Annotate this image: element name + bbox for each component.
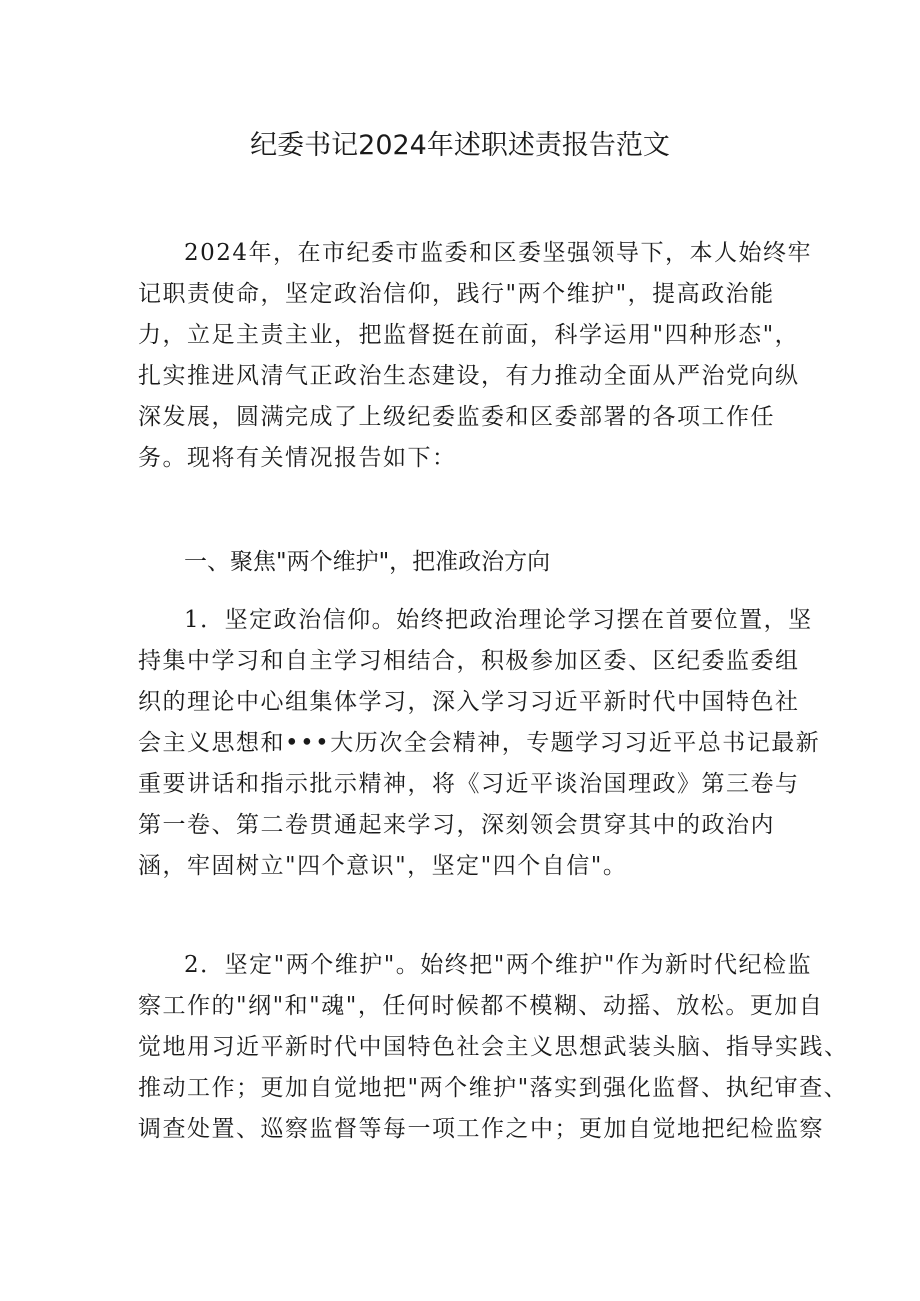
- intro-paragraph: [138, 233, 813, 479]
- paragraph-line: 重要讲话和指示批示精神，将《习近平谈治国理政》第三卷与: [138, 771, 800, 797]
- paragraph-line: 务。现将有关情况报告如下：: [138, 445, 457, 471]
- document-title: 纪委书记2024年述职述责报告范文: [250, 130, 670, 161]
- paragraph-line: 察工作的"纲"和"魂"，任何时候都不模糊、动摇、放松。更加自: [138, 993, 824, 1019]
- paragraph-line: 第一卷、第二卷贯通起来学习，深刻领会贯穿其中的政治内: [138, 812, 775, 838]
- paragraph-line: 2．坚定"两个维护"。始终把"两个维护"作为新时代纪检监: [184, 952, 812, 978]
- paragraph-line: 织的理论中心组集体学习，深入学习习近平新时代中国特色社: [138, 689, 800, 715]
- section-heading: 一、聚焦"两个维护"，把准政治方向: [184, 549, 551, 575]
- paragraph-line: 1．坚定政治信仰。始终把政治理论学习摆在首要位置，坚: [184, 607, 813, 633]
- paragraph-line: 扎实推进风清气正政治生态建设，有力推动全面从严治党向纵: [138, 363, 800, 389]
- paragraph-line: 涵，牢固树立"四个意识"，坚定"四个自信"。: [138, 853, 628, 879]
- paragraph-line: 记职责使命，坚定政治信仰，践行"两个维护"，提高政治能: [138, 281, 775, 307]
- paragraph-line: 会主义思想和•••大历次全会精神，专题学习习近平总书记最新: [138, 730, 821, 756]
- paragraph-line: 深发展，圆满完成了上级纪委监委和区委部署的各项工作任: [138, 404, 775, 430]
- paragraph-line: 推动工作；更加自觉地把"两个维护"落实到强化监督、执纪审查、: [138, 1075, 849, 1101]
- section-paragraph-1: [138, 600, 821, 887]
- paragraph-line: 觉地用习近平新时代中国特色社会主义思想武装头脑、指导实践、: [138, 1034, 849, 1060]
- paragraph-line: 持集中学习和自主学习相结合，积极参加区委、区纪委监委组: [138, 648, 800, 674]
- section-paragraph-2: [138, 945, 849, 1150]
- paragraph-line: 2024年，在市纪委市监委和区委坚强领导下，本人始终牢: [184, 240, 813, 266]
- paragraph-line: 调查处置、巡察监督等每一项工作之中；更加自觉地把纪检监察: [138, 1116, 824, 1142]
- paragraph-line: 力，立足主责主业，把监督挺在前面，科学运用"四种形态"，: [138, 322, 800, 348]
